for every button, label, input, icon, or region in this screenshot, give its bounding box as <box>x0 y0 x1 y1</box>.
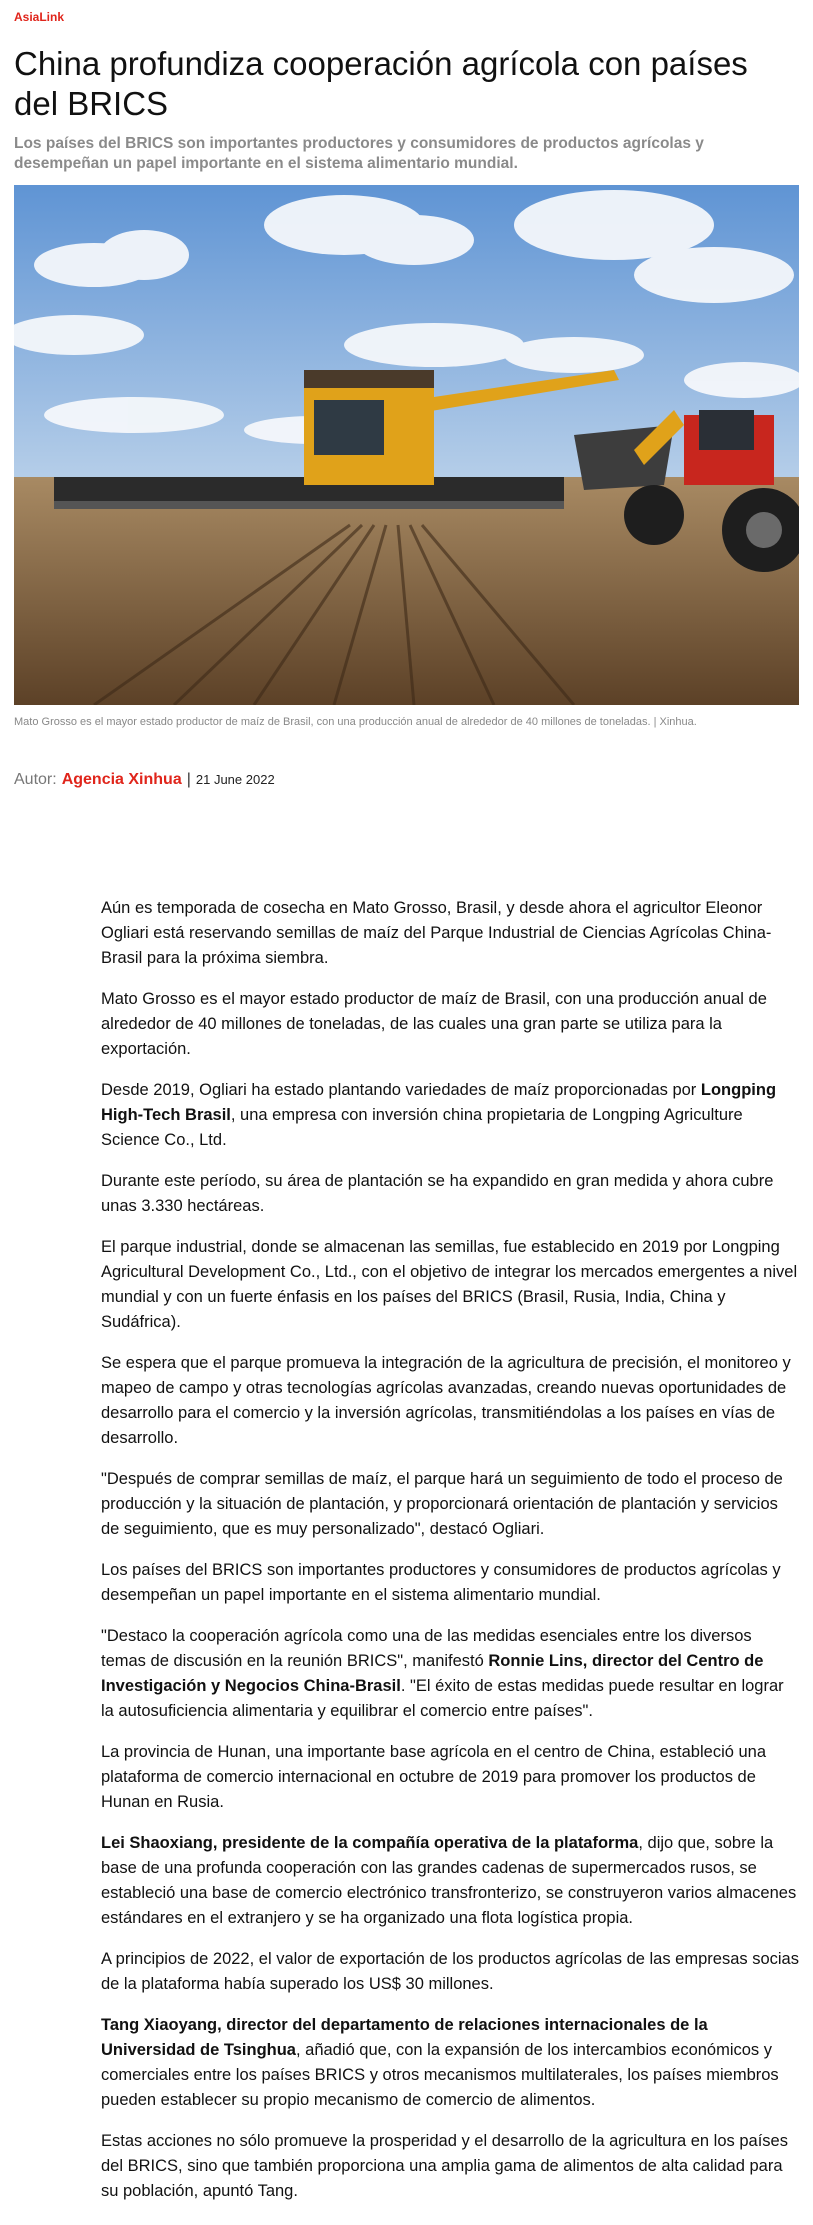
article-subtitle: Los países del BRICS son importantes productores y consumidores de productos agrícolas y desempeñan un papel importante en el sistema alimentario mundial. <box>14 135 704 172</box>
paragraph: A principios de 2022, el valor de exportación de los productos agrícolas de las empresas socias de la plataforma había superado los US$ 30 millones. <box>101 1950 799 1993</box>
image-caption: Mato Grosso es el mayor estado productor de maíz de Brasil, con una producción anual de alrededor de 40 millones de toneladas. | Xinhua. <box>14 716 697 728</box>
paragraph: El parque industrial, donde se almacenan las semillas, fue establecido en 2019 por Longping Agricultural Development Co., Ltd., con el objetivo de integrar los mercados emergentes a nivel mundial y con un fuerte énfasis en los países del BRICS (Brasil, Rusia, India, China y Sudáfrica). <box>101 1238 798 1331</box>
paragraph: Durante este período, su área de plantación se ha expandido en gran medida y ahora cubre unas 3.330 hectáreas. <box>101 1172 774 1215</box>
harvest-photo <box>14 185 799 705</box>
byline-separator: | <box>186 771 191 788</box>
article-byline <box>14 771 275 789</box>
paragraph: Estas acciones no sólo promueve la prosperidad y el desarrollo de la agricultura en los países del BRICS, sino que también proporciona una amplia gama de alimentos de alta calidad para su población, apuntó Tang. <box>101 2132 788 2200</box>
article-hero-image <box>14 185 799 705</box>
paragraph: Tang Xiaoyang, director del departamento de relaciones internacionales de la Universidad de Tsinghua, añadió que, con la expansión de los intercambios económicos y comerciales entre los países BRICS y otros mecanismos multilaterales, los países miembros pueden establecer su propio mecanismo de comercio de alimentos. <box>101 2016 779 2109</box>
paragraph: "Después de comprar semillas de maíz, el parque hará un seguimiento de todo el proceso de producción y la situación de plantación, y proporcionará orientación de plantación y servicios de seguimiento, que es muy personalizado", destacó Ogliari. <box>101 1470 783 1538</box>
author-label: Autor: <box>14 771 57 788</box>
paragraph: Los países del BRICS son importantes productores y consumidores de productos agrícolas y desempeñan un papel importante en el sistema alimentario mundial. <box>101 1561 781 1604</box>
paragraph: La provincia de Hunan, una importante base agrícola en el centro de China, estableció una plataforma de comercio internacional en octubre de 2019 para promover los productos de Hunan en Rusia. <box>101 1743 767 1811</box>
paragraph: Desde 2019, Ogliari ha estado plantando variedades de maíz proporcionadas por Longping High-Tech Brasil, una empresa con inversión china propietaria de Longping Agriculture Science Co., Ltd. <box>101 1081 777 1149</box>
article-title: China profundiza cooperación agrícola con países del BRICS <box>14 45 748 122</box>
paragraph: Lei Shaoxiang, presidente de la compañía operativa de la plataforma, dijo que, sobre la base de una profunda cooperación con las grandes cadenas de supermercados rusos, se estableció una base de comercio electrónico transfronterizo, se construyeron varios almacenes estándares en el extranjero y se ha organizado una flota logística propia. <box>101 1834 797 1927</box>
article-body <box>101 896 799 2220</box>
paragraph: Mato Grosso es el mayor estado productor de maíz de Brasil, con una producción anual de alrededor de 40 millones de toneladas, de las cuales una gran parte se utiliza para la exportación. <box>101 990 767 1058</box>
paragraph: Se espera que el parque promueva la integración de la agricultura de precisión, el monitoreo y mapeo de campo y otras tecnologías agrícolas avanzadas, creando nuevas oportunidades de desarrollo para el comercio y la inversión agrícolas, transmitiéndolas a los países en vías de desarrollo. <box>101 1354 791 1447</box>
author-link[interactable]: Agencia Xinhua <box>61 771 182 788</box>
site-brand[interactable]: AsiaLink <box>14 10 65 24</box>
publish-date: 21 June 2022 <box>195 772 275 787</box>
paragraph: "Destaco la cooperación agrícola como una de las medidas esenciales entre los diversos temas de discusión en la reunión BRICS", manifestó Ronnie Lins, director del Centro de Investigación y Negocios China-Brasil. "El éxito de estas medidas puede resultar en lograr la autosuficiencia alimentaria y equilibrar el comercio entre países". <box>101 1627 784 1720</box>
paragraph: Aún es temporada de cosecha en Mato Grosso, Brasil, y desde ahora el agricultor Eleonor Ogliari está reservando semillas de maíz del Parque Industrial de Ciencias Agrícolas China-Brasil para la próxima siembra. <box>101 899 772 967</box>
